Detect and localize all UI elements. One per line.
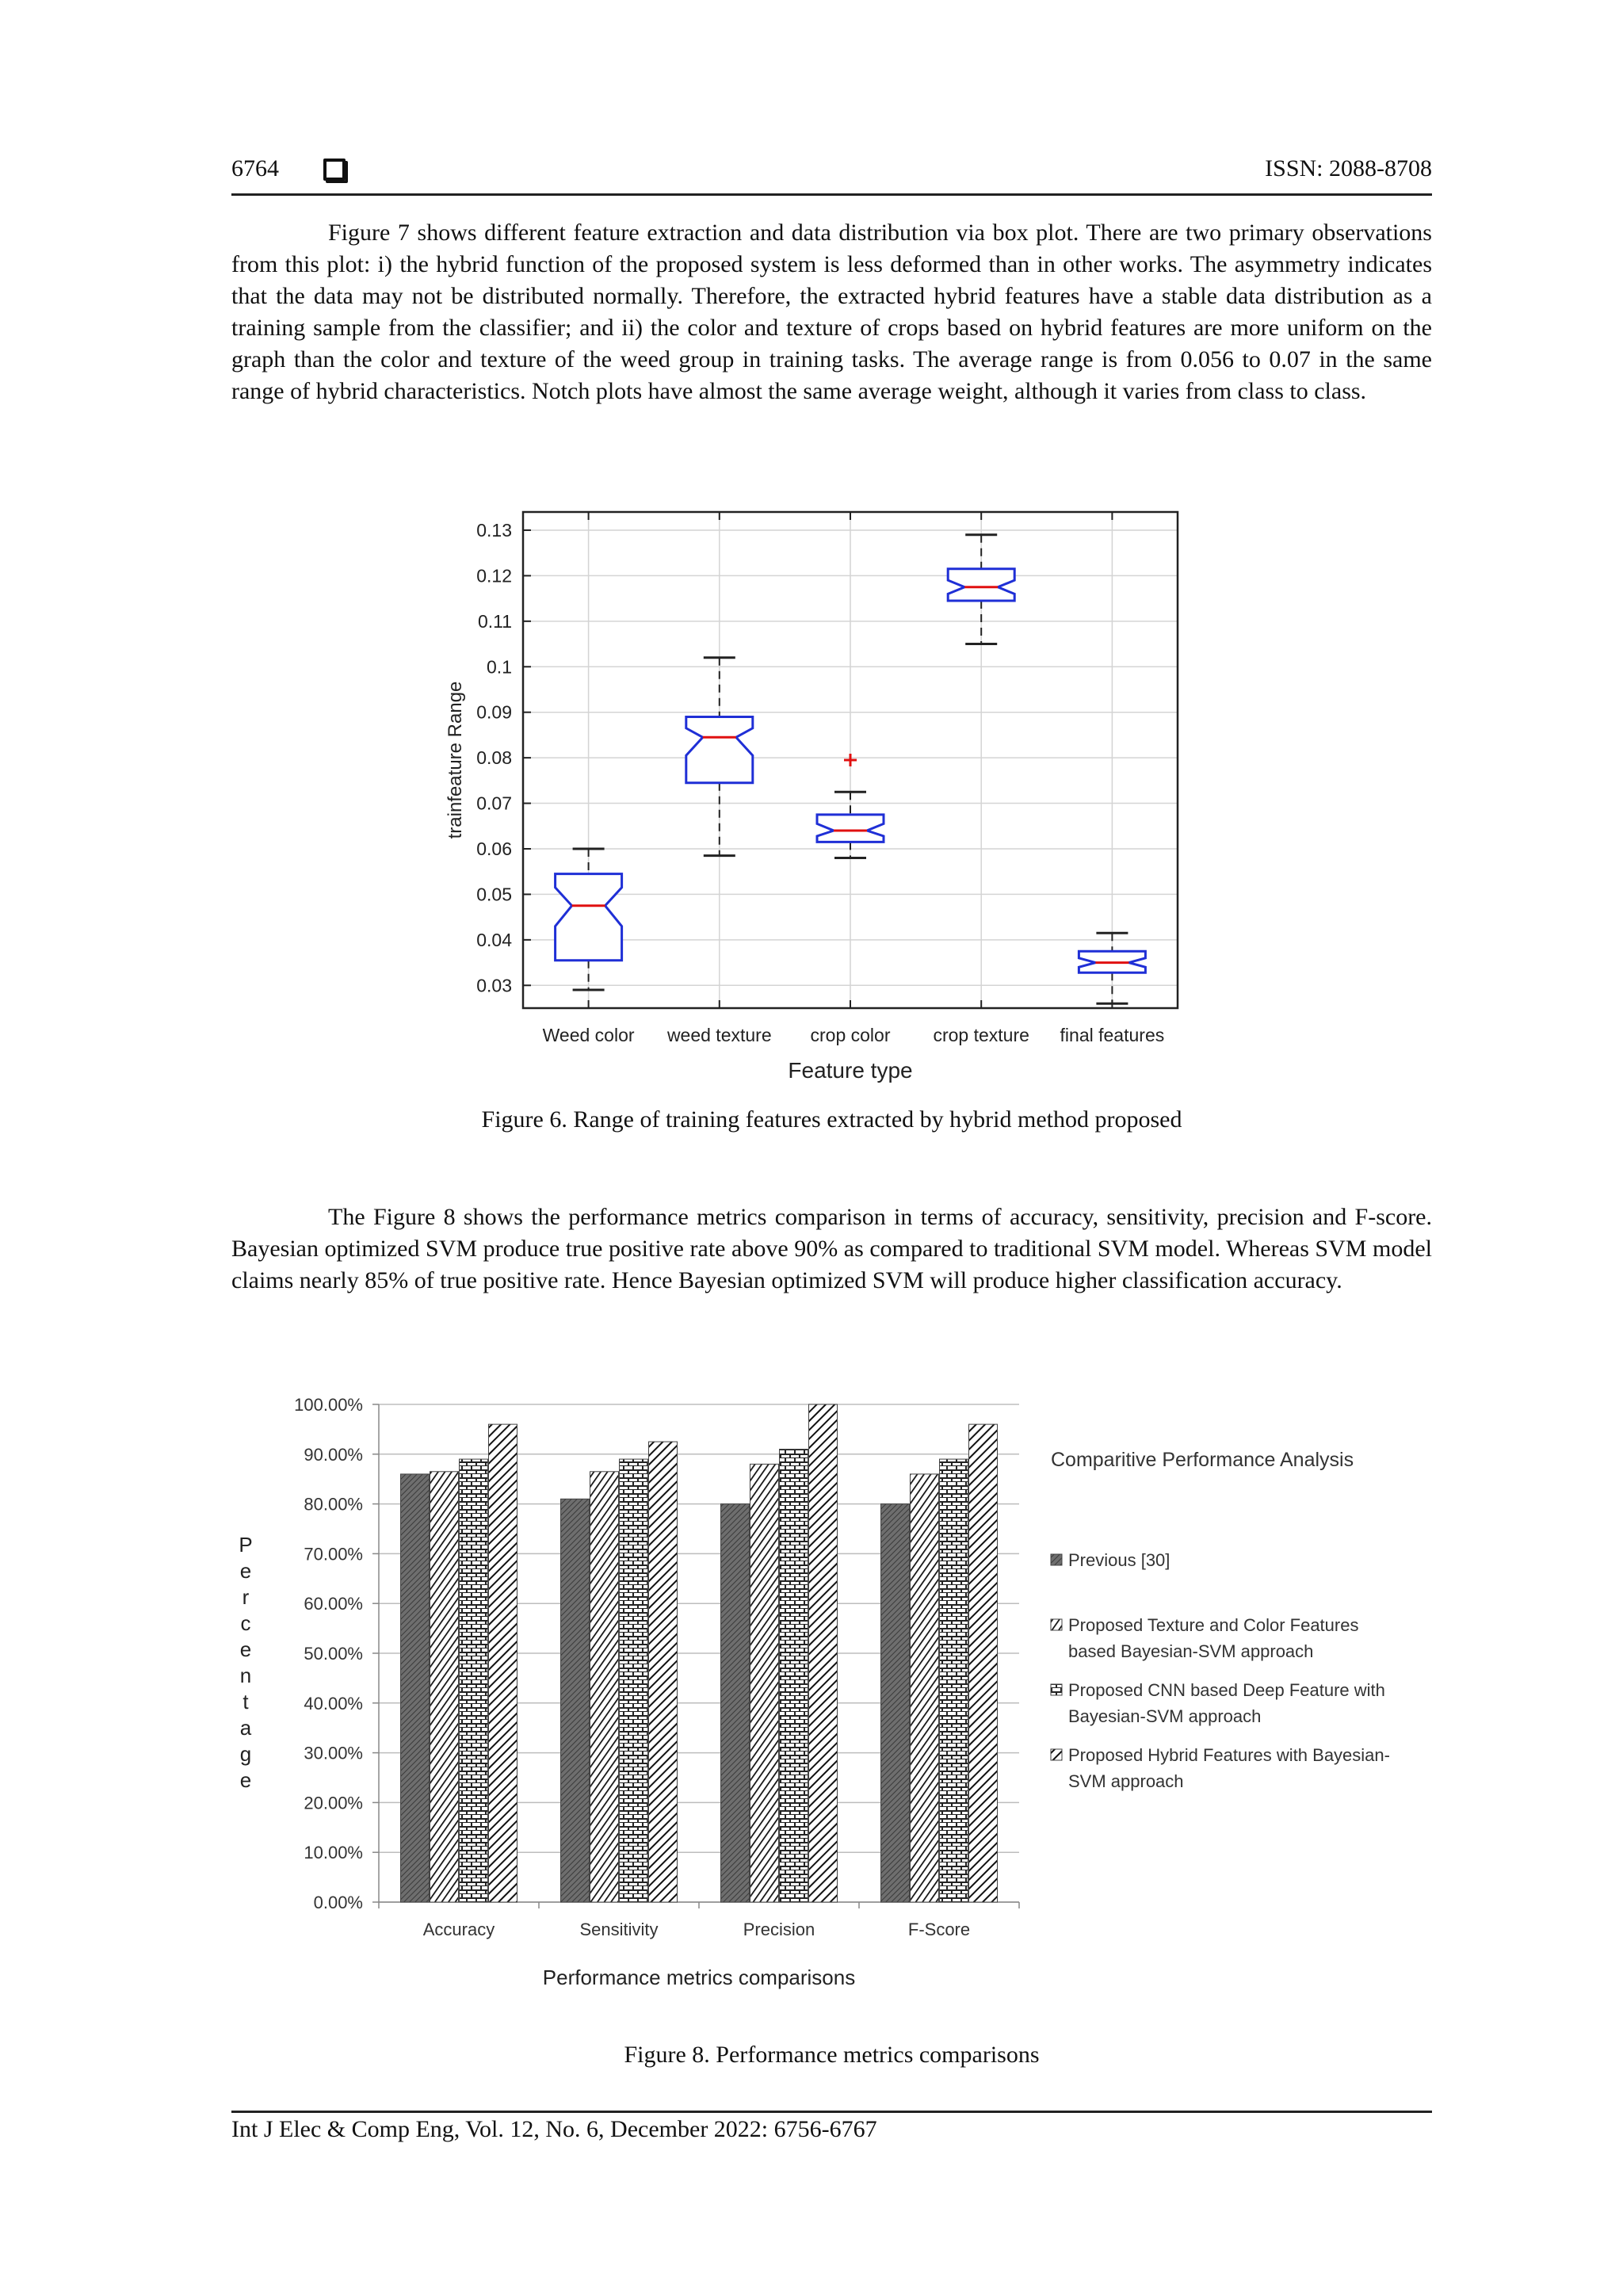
bar-series-1 — [430, 1472, 459, 1902]
page-header — [231, 155, 1432, 196]
y-axis-label-letter: g — [239, 1742, 252, 1766]
bar-series-2 — [460, 1459, 488, 1902]
x-tick-label: Precision — [743, 1920, 815, 1939]
legend-label: Previous [30] — [1068, 1550, 1170, 1570]
y-axis-label-letter: c — [240, 1611, 251, 1635]
y-tick-label: 0.1 — [487, 656, 512, 678]
y-tick-label: 0.13 — [476, 519, 512, 541]
legend-swatch-2 — [1051, 1684, 1062, 1695]
square-bullet-icon — [323, 159, 346, 181]
y-axis-label: trainfeature Range — [445, 681, 466, 839]
x-tick-label: weed texture — [666, 1025, 772, 1045]
bar-series-1 — [590, 1472, 619, 1902]
notched-box — [686, 716, 753, 782]
y-tick-label: 0.11 — [477, 610, 512, 632]
y-tick-label: 60.00% — [304, 1594, 363, 1614]
y-tick-label: 0.12 — [476, 565, 512, 586]
legend-label: based Bayesian-SVM approach — [1068, 1641, 1314, 1661]
y-tick-label: 80.00% — [304, 1494, 363, 1515]
notched-box — [948, 569, 1014, 601]
bar-series-3 — [969, 1424, 998, 1902]
figure-6-caption: Figure 6. Range of training features extracted by hybrid method proposed — [481, 1106, 1182, 1133]
y-axis-label-letter: n — [239, 1664, 252, 1687]
y-axis-label-letter: r — [242, 1585, 250, 1609]
x-tick-label: final features — [1060, 1025, 1165, 1045]
notched-box — [817, 815, 884, 842]
bar-series-1 — [911, 1474, 939, 1902]
bar-series-2 — [940, 1459, 968, 1902]
paragraph-fig8: The Figure 8 shows the performance metrics comparison in terms of accuracy, sensitivity, precision and F-score. Bayesian optimized SVM produce true positive rate above 90% as compared to traditional SVM model. Whereas SVM model claims nearly 85% of true positive rate. Hence Bayesian optimized SVM will produce higher classification accuracy. — [231, 1204, 1432, 1293]
legend-label: Bayesian-SVM approach — [1068, 1706, 1262, 1726]
bar-series-3 — [809, 1404, 838, 1902]
issn: ISSN: 2088-8708 — [1265, 155, 1432, 181]
bar-series-0 — [881, 1504, 910, 1902]
bar-series-3 — [649, 1442, 678, 1902]
legend-label: Proposed Texture and Color Features — [1068, 1615, 1359, 1635]
y-tick-label: 30.00% — [304, 1743, 363, 1763]
bar-chart-figure — [231, 1379, 1452, 2005]
y-tick-label: 0.06 — [476, 838, 512, 859]
bar-series-0 — [401, 1474, 430, 1902]
y-axis-label-letter: e — [239, 1559, 252, 1583]
x-tick-label: F-Score — [907, 1920, 971, 1939]
x-tick-label: crop texture — [933, 1025, 1029, 1045]
x-axis-label: Feature type — [788, 1058, 913, 1083]
y-tick-label: 0.08 — [476, 747, 512, 769]
y-axis-label-letter: P — [239, 1533, 253, 1557]
y-tick-label: 0.04 — [476, 929, 512, 950]
bar-series-2 — [780, 1450, 808, 1902]
bar-series-0 — [721, 1504, 750, 1902]
y-axis-label-letter: e — [239, 1637, 252, 1661]
x-tick-label: Accuracy — [422, 1920, 495, 1939]
page-number: 6764 — [231, 155, 279, 181]
bar-series-1 — [750, 1464, 779, 1902]
box-plot-figure — [428, 491, 1197, 1086]
y-tick-label: 50.00% — [304, 1644, 363, 1664]
bar-series-2 — [620, 1459, 648, 1902]
legend-label: SVM approach — [1068, 1771, 1184, 1791]
y-tick-label: 20.00% — [304, 1793, 363, 1813]
y-tick-label: 0.05 — [476, 884, 512, 905]
page-footer: Int J Elec & Comp Eng, Vol. 12, No. 6, December 2022: 6756-6767 — [231, 2111, 1432, 2143]
y-tick-label: 70.00% — [304, 1544, 363, 1564]
x-tick-label: Sensitivity — [579, 1920, 659, 1939]
bar-series-3 — [489, 1424, 517, 1902]
notched-box — [556, 874, 622, 961]
x-axis-label: Performance metrics comparisons — [542, 1966, 856, 1989]
legend-swatch-1 — [1051, 1619, 1062, 1630]
y-tick-label: 10.00% — [304, 1843, 363, 1863]
y-tick-label: 0.03 — [476, 975, 512, 996]
y-axis-label-letter: e — [239, 1768, 252, 1792]
legend-swatch-3 — [1051, 1749, 1062, 1760]
box-plot — [445, 512, 1178, 1083]
y-tick-label: 0.09 — [476, 701, 512, 723]
bar-chart — [239, 1395, 1390, 1989]
bar-series-0 — [561, 1499, 590, 1902]
y-tick-label: 0.00% — [313, 1893, 363, 1912]
y-axis-label-letter: t — [242, 1690, 249, 1713]
legend-label: Proposed CNN based Deep Feature with — [1068, 1680, 1385, 1700]
y-tick-label: 90.00% — [304, 1444, 363, 1465]
x-tick-label: crop color — [810, 1025, 891, 1045]
paragraph-fig7: Figure 7 shows different feature extraction and data distribution via box plot. There are two primary observations from this plot: i) the hybrid function of the proposed system is less deformed than in other works. The asymmetry indicates that the data may not be distributed normally. Therefore, the extracted hybrid features have a stable data distribution as a training sample from the classifier; and ii) the color and texture of crops based on hybrid features are more uniform on the graph than the color and texture of the weed group in training tasks. The average range is from 0.056 to 0.07 in the same range of hybrid characteristics. Notch plots have almost the same average weight, although it varies from class to class. — [231, 220, 1432, 404]
y-tick-label: 40.00% — [304, 1693, 363, 1713]
y-tick-label: 0.07 — [476, 793, 512, 814]
figure-8-caption: Figure 8. Performance metrics comparisons — [624, 2042, 1040, 2068]
chart-title: Comparitive Performance Analysis — [1051, 1449, 1354, 1471]
x-tick-label: Weed color — [542, 1025, 635, 1045]
legend-swatch-0 — [1051, 1554, 1062, 1565]
y-tick-label: 100.00% — [294, 1395, 363, 1415]
legend-label: Proposed Hybrid Features with Bayesian- — [1068, 1745, 1390, 1765]
y-axis-label-letter: a — [239, 1716, 252, 1740]
